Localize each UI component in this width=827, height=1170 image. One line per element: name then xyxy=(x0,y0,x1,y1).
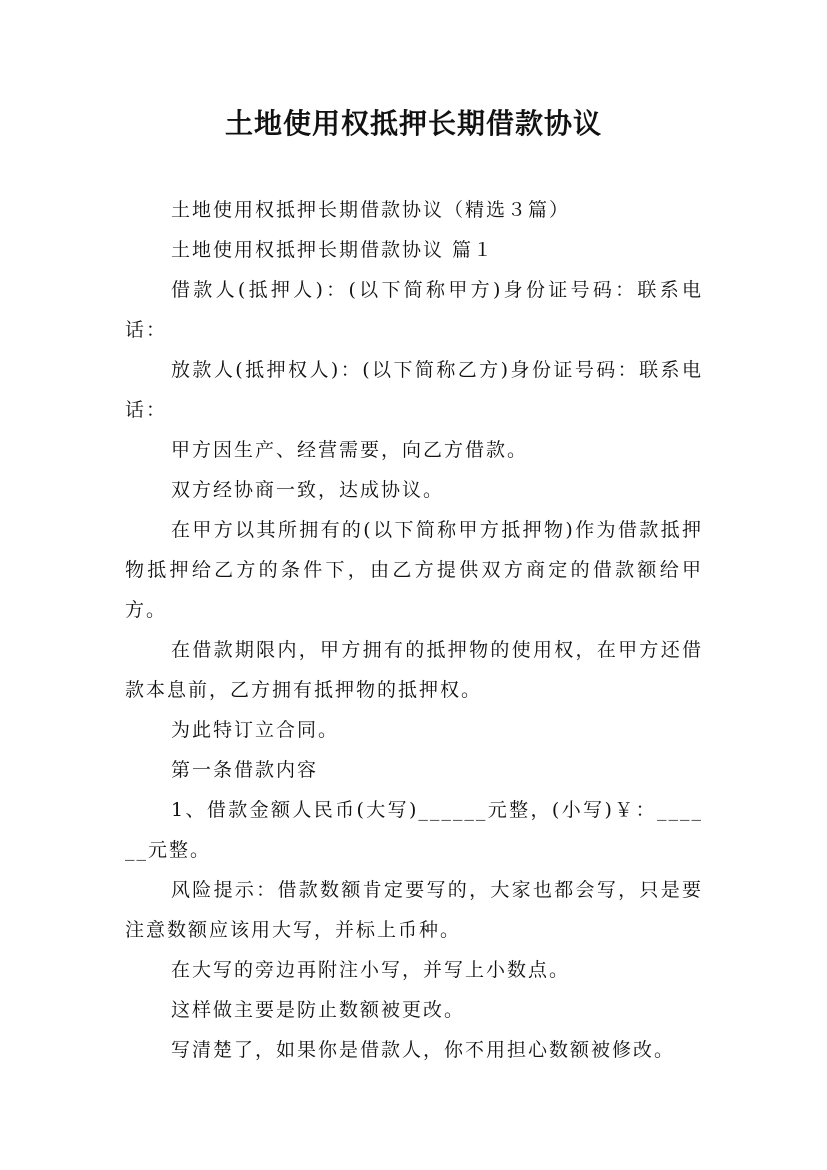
document-body xyxy=(125,190,703,1070)
paragraph: 写清楚了，如果你是借款人，你不用担心数额被修改。 xyxy=(171,1039,676,1061)
paragraph: 放款人(抵押权人)：(以下简称乙方)身份证号码：联系电话： xyxy=(125,359,703,421)
paragraph: 土地使用权抵押长期借款协议 篇１ xyxy=(171,239,495,261)
paragraph: 这样做主要是防止数额被更改。 xyxy=(171,999,466,1021)
paragraph: 土地使用权抵押长期借款协议（精选３篇） xyxy=(171,199,571,221)
paragraph: 风险提示：借款数额肯定要写的，大家也都会写，只是要注意数额应该用大写，并标上币种。 xyxy=(125,879,703,941)
paragraph: 1、借款金额人民币(大写)______元整，(小写)￥：______元整。 xyxy=(125,799,703,861)
paragraph: 双方经协商一致，达成协议。 xyxy=(171,479,445,501)
paragraph: 借款人(抵押人)：(以下简称甲方)身份证号码：联系电话： xyxy=(125,279,703,341)
paragraph: 在甲方以其所拥有的(以下简称甲方抵押物)作为借款抵押物抵押给乙方的条件下，由乙方提供双方商定的借款额给甲方。 xyxy=(125,519,703,621)
paragraph: 甲方因生产、经营需要，向乙方借款。 xyxy=(171,439,529,461)
paragraph: 在借款期限内，甲方拥有的抵押物的使用权，在甲方还借款本息前，乙方拥有抵押物的抵押权。 xyxy=(125,639,703,701)
paragraph: 在大写的旁边再附注小写，并写上小数点。 xyxy=(171,959,571,981)
paragraph: 为此特订立合同。 xyxy=(171,719,340,741)
paragraph: 第一条借款内容 xyxy=(171,759,319,781)
document-title: 土地使用权抵押长期借款协议 xyxy=(224,107,602,140)
